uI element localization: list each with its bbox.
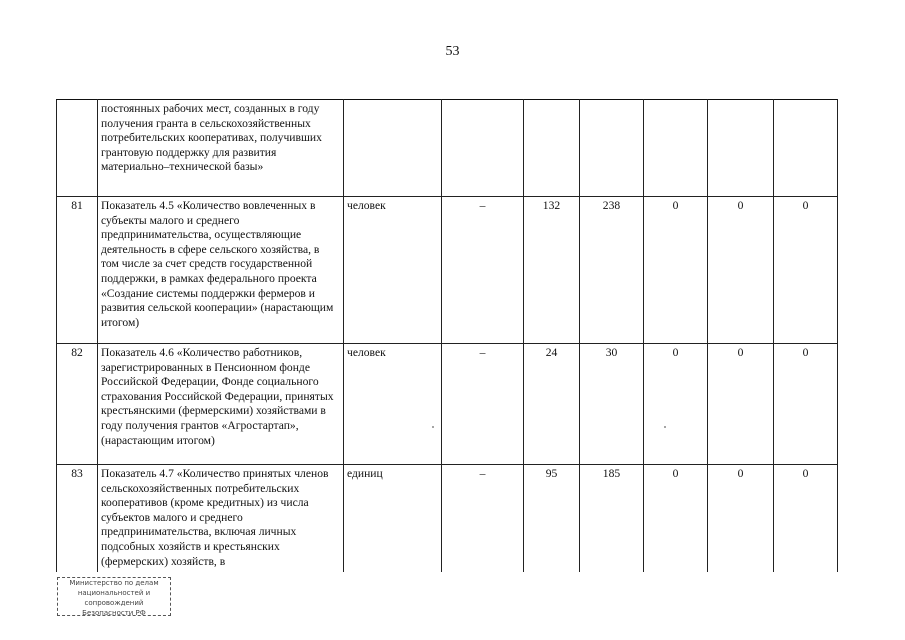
value-cell: 0	[708, 344, 774, 465]
value-cell: –	[442, 197, 524, 344]
stamp-line: Безопасности РФ	[82, 609, 146, 617]
stamp-line: Министерство по делам	[69, 579, 159, 587]
row-number	[57, 100, 98, 197]
value-cell: –	[442, 465, 524, 573]
value-cell	[442, 100, 524, 197]
unit-cell	[344, 100, 442, 197]
value-cell	[708, 100, 774, 197]
value-cell: 185	[580, 465, 644, 573]
indicator-description: Показатель 4.5 «Количество вовлеченных в субъекты малого и среднего предпринимательства, осуществляющие деятельность в сфере сельского хозяйства, в том числе за счет средств государственной поддержки, в рамках федерального проекта «Создание системы поддержки фермеров и развития сельской кооперации» (нарастающим итогом)	[98, 197, 344, 344]
value-cell: 0	[774, 465, 838, 573]
office-stamp	[57, 577, 171, 616]
table-row	[57, 100, 838, 197]
value-cell	[774, 100, 838, 197]
unit-cell: человек	[344, 197, 442, 344]
row-number: 81	[57, 197, 98, 344]
table-row	[57, 197, 838, 344]
unit-cell: единиц	[344, 465, 442, 573]
value-cell	[644, 100, 708, 197]
row-number: 83	[57, 465, 98, 573]
value-cell: 0	[644, 344, 708, 465]
value-cell: 24	[524, 344, 580, 465]
unit-cell: человек	[344, 344, 442, 465]
scan-speck	[664, 426, 666, 428]
value-cell: 0	[644, 465, 708, 573]
value-cell: 0	[774, 344, 838, 465]
indicator-table	[56, 99, 838, 572]
value-cell: 0	[708, 465, 774, 573]
indicator-description: Показатель 4.7 «Количество принятых членов сельскохозяйственных потребительских кооперативов (кроме кредитных) из числа субъектов малого и среднего предпринимательства, включая личных подсобных хозяйств и крестьянских (фермерских) хозяйств, в	[98, 465, 344, 573]
value-cell	[524, 100, 580, 197]
value-cell: 0	[708, 197, 774, 344]
value-cell: 132	[524, 197, 580, 344]
table-row	[57, 465, 838, 573]
value-cell: 95	[524, 465, 580, 573]
table-row	[57, 344, 838, 465]
value-cell: 238	[580, 197, 644, 344]
indicator-description: Показатель 4.6 «Количество работников, зарегистрированных в Пенсионном фонде Российской Федерации, Фонде социального страхования Российской Федерации, принятых крестьянскими (фермерскими) хозяйствами в году получения грантов «Агростартап», (нарастающим итогом)	[98, 344, 344, 465]
stamp-line: национальностей и сопровождений	[77, 589, 151, 607]
value-cell: 0	[644, 197, 708, 344]
value-cell: –	[442, 344, 524, 465]
row-number: 82	[57, 344, 98, 465]
page-number: 53	[445, 44, 460, 59]
value-cell	[580, 100, 644, 197]
scan-speck	[432, 426, 434, 428]
value-cell: 0	[774, 197, 838, 344]
indicator-description: постоянных рабочих мест, созданных в году получения гранта в сельскохозяйственных потребительских кооперативах, получивших грантовую поддержку для развития материально–технической базы»	[98, 100, 344, 197]
value-cell: 30	[580, 344, 644, 465]
